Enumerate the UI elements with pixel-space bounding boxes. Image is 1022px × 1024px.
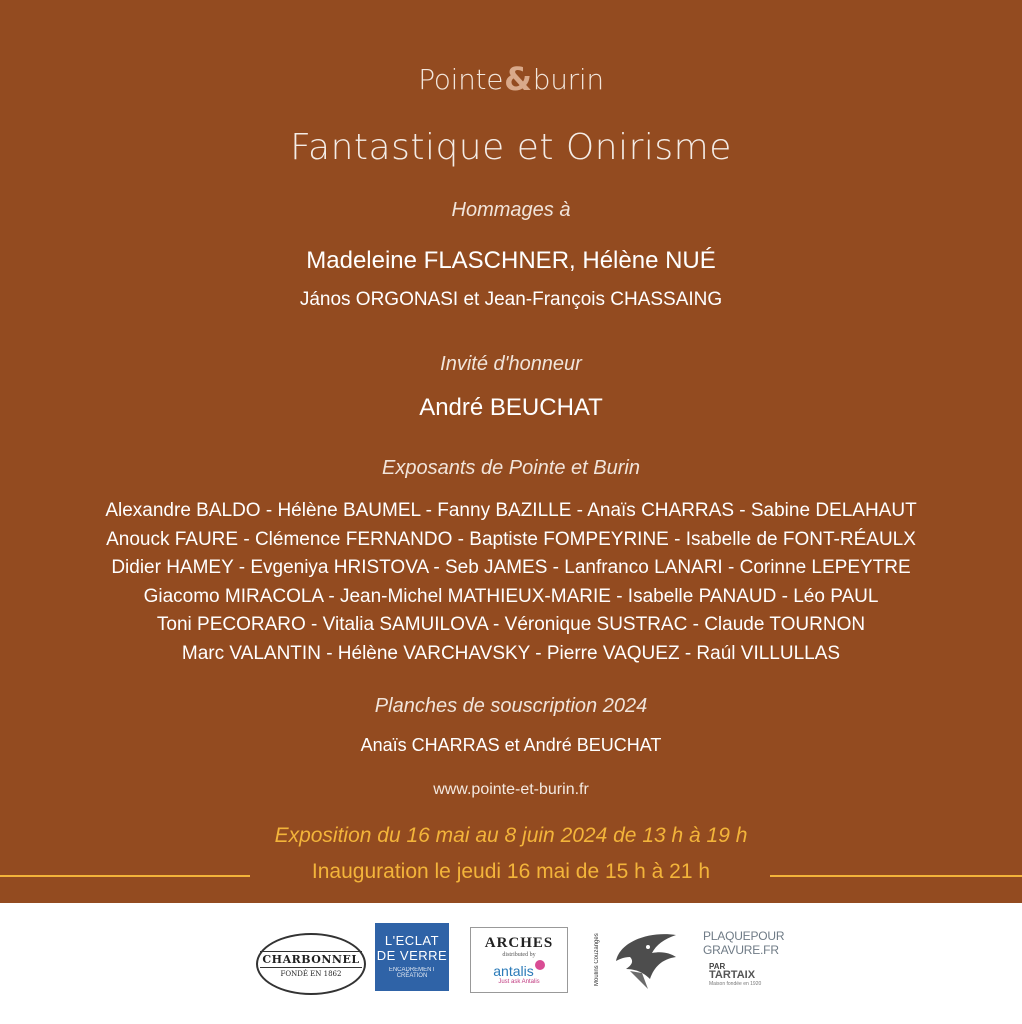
sponsors-bar bbox=[0, 903, 1022, 1024]
moulins-couzanges-logo bbox=[594, 925, 686, 995]
arches-antalis-logo bbox=[470, 927, 568, 993]
eclat-tag: ENCADREMENT CRÉATION bbox=[388, 967, 436, 979]
hommages-label: Hommages à bbox=[451, 199, 571, 221]
website-link[interactable]: www.pointe-et-burin.fr bbox=[433, 781, 589, 798]
plaque-line-2: GRAVURE.FR bbox=[703, 943, 779, 957]
logo-left: Pointe bbox=[418, 63, 504, 96]
exposants-line: Anouck FAURE - Clémence FERNANDO - Baptiste FOMPEYRINE - Isabelle de FONT-RÉAULX bbox=[106, 528, 916, 550]
hommages-line-2: János ORGONASI et Jean-François CHASSAING bbox=[299, 289, 723, 310]
antalis-dot-icon bbox=[535, 960, 545, 970]
charbonnel-sub: FONDÉ EN 1862 bbox=[280, 969, 342, 978]
plaque-pour-gravure-logo bbox=[703, 929, 787, 991]
invite-label: Invité d'honneur bbox=[440, 353, 582, 375]
planches-label: Planches de souscription 2024 bbox=[374, 695, 648, 717]
eclat-line-2: DE VERRE bbox=[376, 948, 448, 963]
antalis-wordmark bbox=[471, 960, 567, 979]
invite-name: André BEUCHAT bbox=[419, 394, 603, 421]
eclat-de-verre-logo bbox=[375, 923, 449, 991]
exposants-list bbox=[0, 497, 1022, 669]
plaque-par: PAR bbox=[709, 962, 726, 971]
exposants-line: Marc VALANTIN - Hélène VARCHAVSKY - Pierre VAQUEZ - Raúl VILLULLAS bbox=[181, 642, 841, 664]
exposition-dates: Exposition du 16 mai au 8 juin 2024 de 13 h à 19 h bbox=[274, 824, 748, 847]
planches-names: Anaïs CHARRAS et André BEUCHAT bbox=[360, 735, 662, 755]
logo-ampersand: & bbox=[504, 60, 532, 98]
exposants-line: Didier HAMEY - Evgeniya HRISTOVA - Seb JAMES - Lanfranco LANARI - Corinne LEPEYTRE bbox=[111, 557, 911, 579]
right-divider bbox=[770, 875, 1022, 877]
logo-right: burin bbox=[532, 63, 604, 96]
charbonnel-name: CHARBONNEL bbox=[262, 952, 360, 966]
tartaix-tag: Maison fondée en 1920 bbox=[709, 981, 762, 987]
exposants-line: Toni PECORARO - Vitalia SAMUILOVA - Véronique SUSTRAC - Claude TOURNON bbox=[156, 614, 866, 636]
exposants-line: Giacomo MIRACOLA - Jean-Michel MATHIEUX-MARIE - Isabelle PANAUD - Léo PAUL bbox=[143, 585, 879, 607]
bird-emblem-icon bbox=[610, 927, 682, 993]
pointe-et-burin-logo bbox=[0, 60, 1022, 98]
inauguration-info: Inauguration le jeudi 16 mai de 15 h à 21 h bbox=[311, 860, 711, 883]
exhibition-title: Fantastique et Onirisme bbox=[290, 127, 732, 168]
charbonnel-logo bbox=[256, 933, 366, 995]
tartaix-name: TARTAIX bbox=[709, 969, 756, 981]
exposants-line: Alexandre BALDO - Hélène BAUMEL - Fanny BAZILLE - Anaïs CHARRAS - Sabine DELAHAUT bbox=[105, 500, 917, 521]
moulins-text: Moulins Couzanges bbox=[594, 933, 600, 987]
antalis-name: antalis bbox=[493, 963, 534, 979]
hommages-line-1: Madeleine FLASCHNER, Hélène NUÉ bbox=[306, 247, 716, 274]
arches-name: ARCHES bbox=[484, 935, 554, 951]
eclat-line-1: L'ECLAT bbox=[384, 933, 440, 948]
exposants-label: Exposants de Pointe et Burin bbox=[382, 457, 640, 479]
arches-distributed: distributed by bbox=[502, 952, 536, 958]
plaque-line-1: PLAQUEPOUR bbox=[703, 929, 785, 943]
antalis-tagline: Just ask Antalis bbox=[498, 979, 540, 985]
